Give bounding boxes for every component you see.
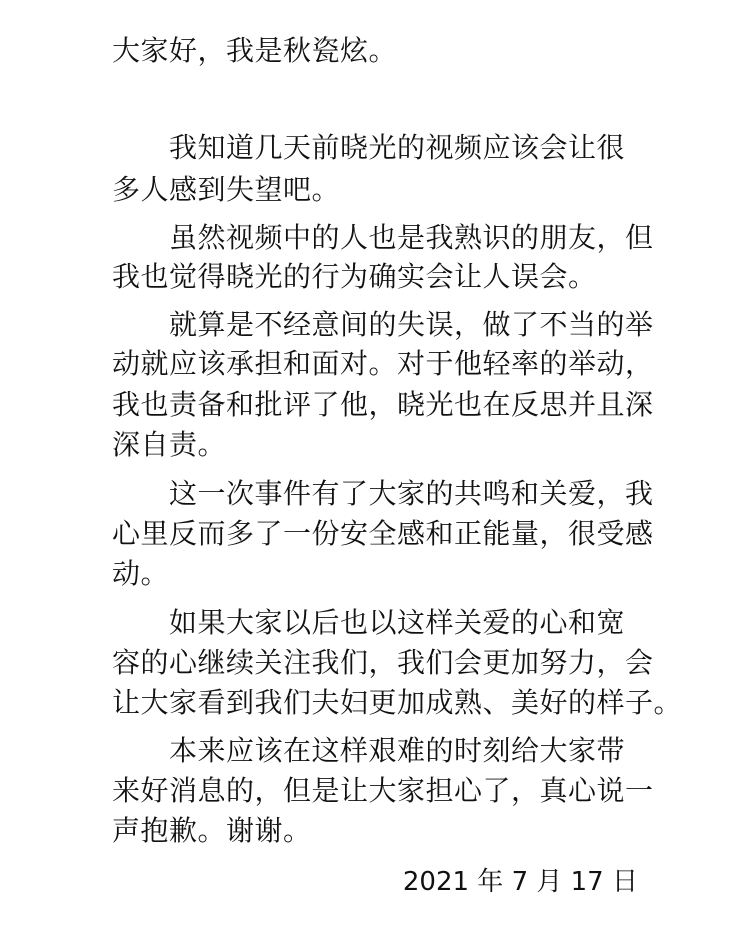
paragraph-line: 声抱歉。谢谢。 xyxy=(112,814,312,847)
paragraph-line: 我也责备和批评了他，晓光也在反思并且深 xyxy=(112,388,654,421)
paragraph-line: 动。 xyxy=(112,557,170,590)
paragraph-line: 我也觉得晓光的行为确实会让人误会。 xyxy=(112,260,597,293)
paragraph-line: 来好消息的，但是让大家担心了，真心说一 xyxy=(112,774,654,807)
paragraph-line: 本来应该在这样艰难的时刻给大家带 xyxy=(112,734,626,767)
paragraph-line: 这一次事件有了大家的共鸣和关爱，我 xyxy=(112,477,654,510)
paragraph-line: 虽然视频中的人也是我熟识的朋友，但 xyxy=(112,221,654,254)
paragraph-line: 容的心继续关注我们，我们会更加努力，会 xyxy=(112,646,654,679)
paragraph-line: 动就应该承担和面对。对于他轻率的举动， xyxy=(112,347,654,380)
paragraph-line: 如果大家以后也以这样关爱的心和宽 xyxy=(112,606,626,639)
signature-date: 2021 年 7 月 17 日 xyxy=(402,867,638,897)
paragraph-line: 就算是不经意间的失误，做了不当的举 xyxy=(112,308,654,341)
greeting-line: 大家好，我是秋瓷炫。 xyxy=(112,34,398,67)
paragraph-line: 心里反而多了一份安全感和正能量，很受感 xyxy=(112,517,654,550)
paragraph-line: 多人感到失望吧。 xyxy=(112,173,341,206)
paragraph-line: 深自责。 xyxy=(112,428,227,461)
paragraph-line: 我知道几天前晓光的视频应该会让很 xyxy=(112,131,626,164)
paragraph-line: 让大家看到我们夫妇更加成熟、美好的样子。 xyxy=(112,686,683,719)
